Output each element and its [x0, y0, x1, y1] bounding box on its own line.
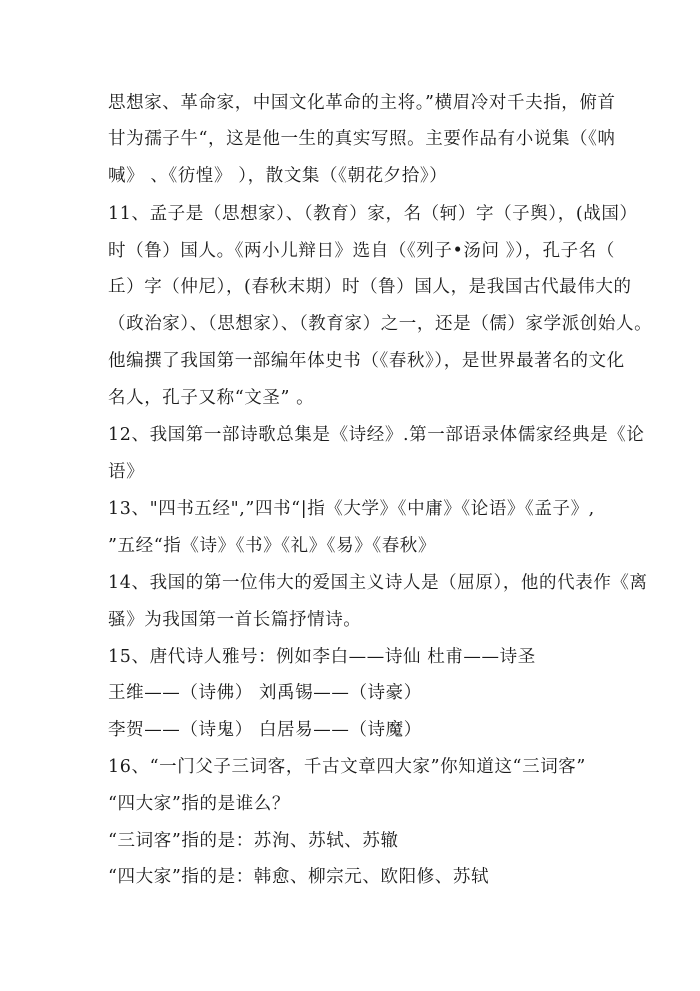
text-line: 李贺——（诗鬼） 白居易——（诗魔） [108, 720, 422, 740]
text-line: 甘为孺子牛“，这是他一生的真实写照。主要作品有小说集（《呐 [108, 129, 616, 149]
text-line: 王维——（诗佛） 刘禹锡——（诗豪） [108, 683, 422, 703]
text-line: 名人，孔子又称“文圣” 。 [108, 388, 315, 408]
text-line: ”五经“指《诗》《书》《礼》《易》《春秋》 [108, 536, 436, 556]
text-line: 他编撰了我国第一部编年体史书（《春秋》），是世界最著名的文化 [108, 351, 625, 371]
text-line: 13、"四书五经",”四书“|指《大学》《中庸》《论语》《孟子》, [108, 499, 595, 519]
text-line: “三词客”指的是：苏洵、苏轼、苏辙 [108, 831, 399, 851]
text-line: （政治家）、（思想家）、（教育家）之一，还是（儒）家学派创始人。 [108, 314, 653, 334]
text-line: 时（鲁）国人。《两小儿辩日》选自（《列子•汤问 》），孔子名（ [108, 241, 615, 261]
text-line: 丘）字（仲尼），(春秋末期）时（鲁）国人，是我国古代最伟大的 [108, 277, 632, 297]
text-line: 11、孟子是（思想家）、（教育）家，名（轲）字（子舆），(战国） [108, 204, 638, 224]
text-line: 语》 [108, 462, 145, 482]
text-line: 思想家、革命家，中国文化革命的主将。”横眉冷对千夫指，俯首 [108, 93, 616, 113]
text-line: “四大家”指的是谁么？ [108, 794, 290, 814]
text-line: 15、唐代诗人雅号：例如李白——诗仙 杜甫——诗圣 [108, 647, 536, 667]
text-line: 12、我国第一部诗歌总集是《诗经》.第一部语录体儒家经典是《论 [108, 425, 645, 445]
text-line: 喊》 、《彷惶》 ），散文集（《朝花夕拾》） [108, 166, 448, 186]
text-line: 骚》为我国第一首长篇抒情诗。 [108, 610, 362, 630]
text-line: 14、我国的第一位伟大的爱国主义诗人是（屈原），他的代表作《离 [108, 573, 648, 593]
text-line: 16、“一门父子三词客，千古文章四大家”你知道这“三词客” [108, 757, 586, 777]
text-line: “四大家”指的是：韩愈、柳宗元、欧阳修、苏轼 [108, 867, 490, 887]
